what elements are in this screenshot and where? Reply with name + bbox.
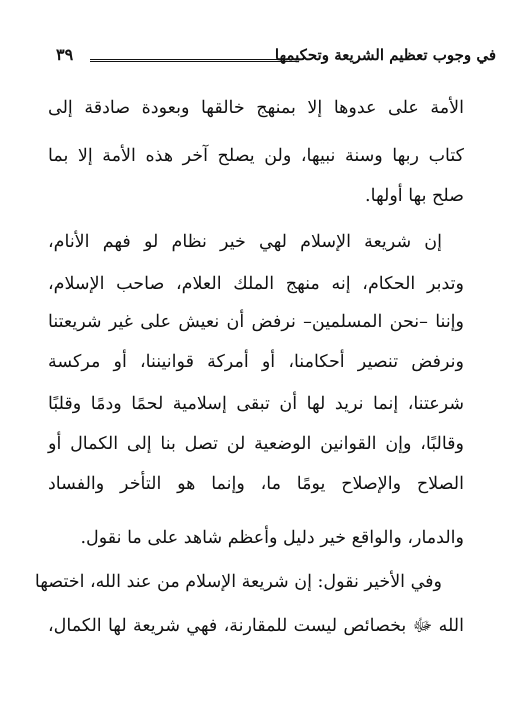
text-line: وتدبر الحكام، إنه منهج الملك العلام، صاحب الإسلام، bbox=[48, 274, 464, 294]
text-line: كتاب ربها وسنة نبيها، ولن يصلح آخر هذه الأمة إلا بما bbox=[48, 146, 464, 166]
text-line: إن شريعة الإسلام لهي خير نظام لو فهم الأنام، bbox=[48, 232, 442, 252]
text-line: وإننا –نحن المسلمين– نرفض أن نعيش على غير شريعتنا bbox=[48, 312, 464, 332]
page-number: ٣٩ bbox=[56, 45, 74, 64]
page-header bbox=[56, 44, 496, 76]
text-line: وفي الأخير نقول: إن شريعة الإسلام من عند الله، اختصها bbox=[34, 572, 442, 592]
text-line: الله ﷻ بخصائص ليست للمقارنة، فهي شريعة لها الكمال، bbox=[48, 616, 464, 636]
text-line: الصلاح والإصلاح يومًا ما، وإنما هو التأخر والفساد bbox=[48, 474, 464, 494]
text-line: شرعتنا، إنما نريد لها أن تبقى إسلامية لحمًا ودمًا وقلبًا bbox=[48, 394, 464, 414]
text-line: صلح بها أولها. bbox=[365, 186, 464, 206]
text-line: ونرفض تنصير أحكامنا، أو أمركة قوانيننا، أو مركسة bbox=[48, 352, 464, 372]
text-line: وقالبًا، وإن القوانين الوضعية لن تصل بنا إلى الكمال أو bbox=[48, 434, 464, 454]
text-line: والدمار، والواقع خير دليل وأعظم شاهد على ما نقول. bbox=[80, 528, 464, 548]
header-rule bbox=[90, 59, 298, 62]
text-line: الأمة على عدوها إلا بمنهج خالقها وبعودة صادقة إلى bbox=[48, 98, 464, 118]
running-title: في وجوب تعظيم الشريعة وتحكيمها bbox=[274, 46, 496, 64]
